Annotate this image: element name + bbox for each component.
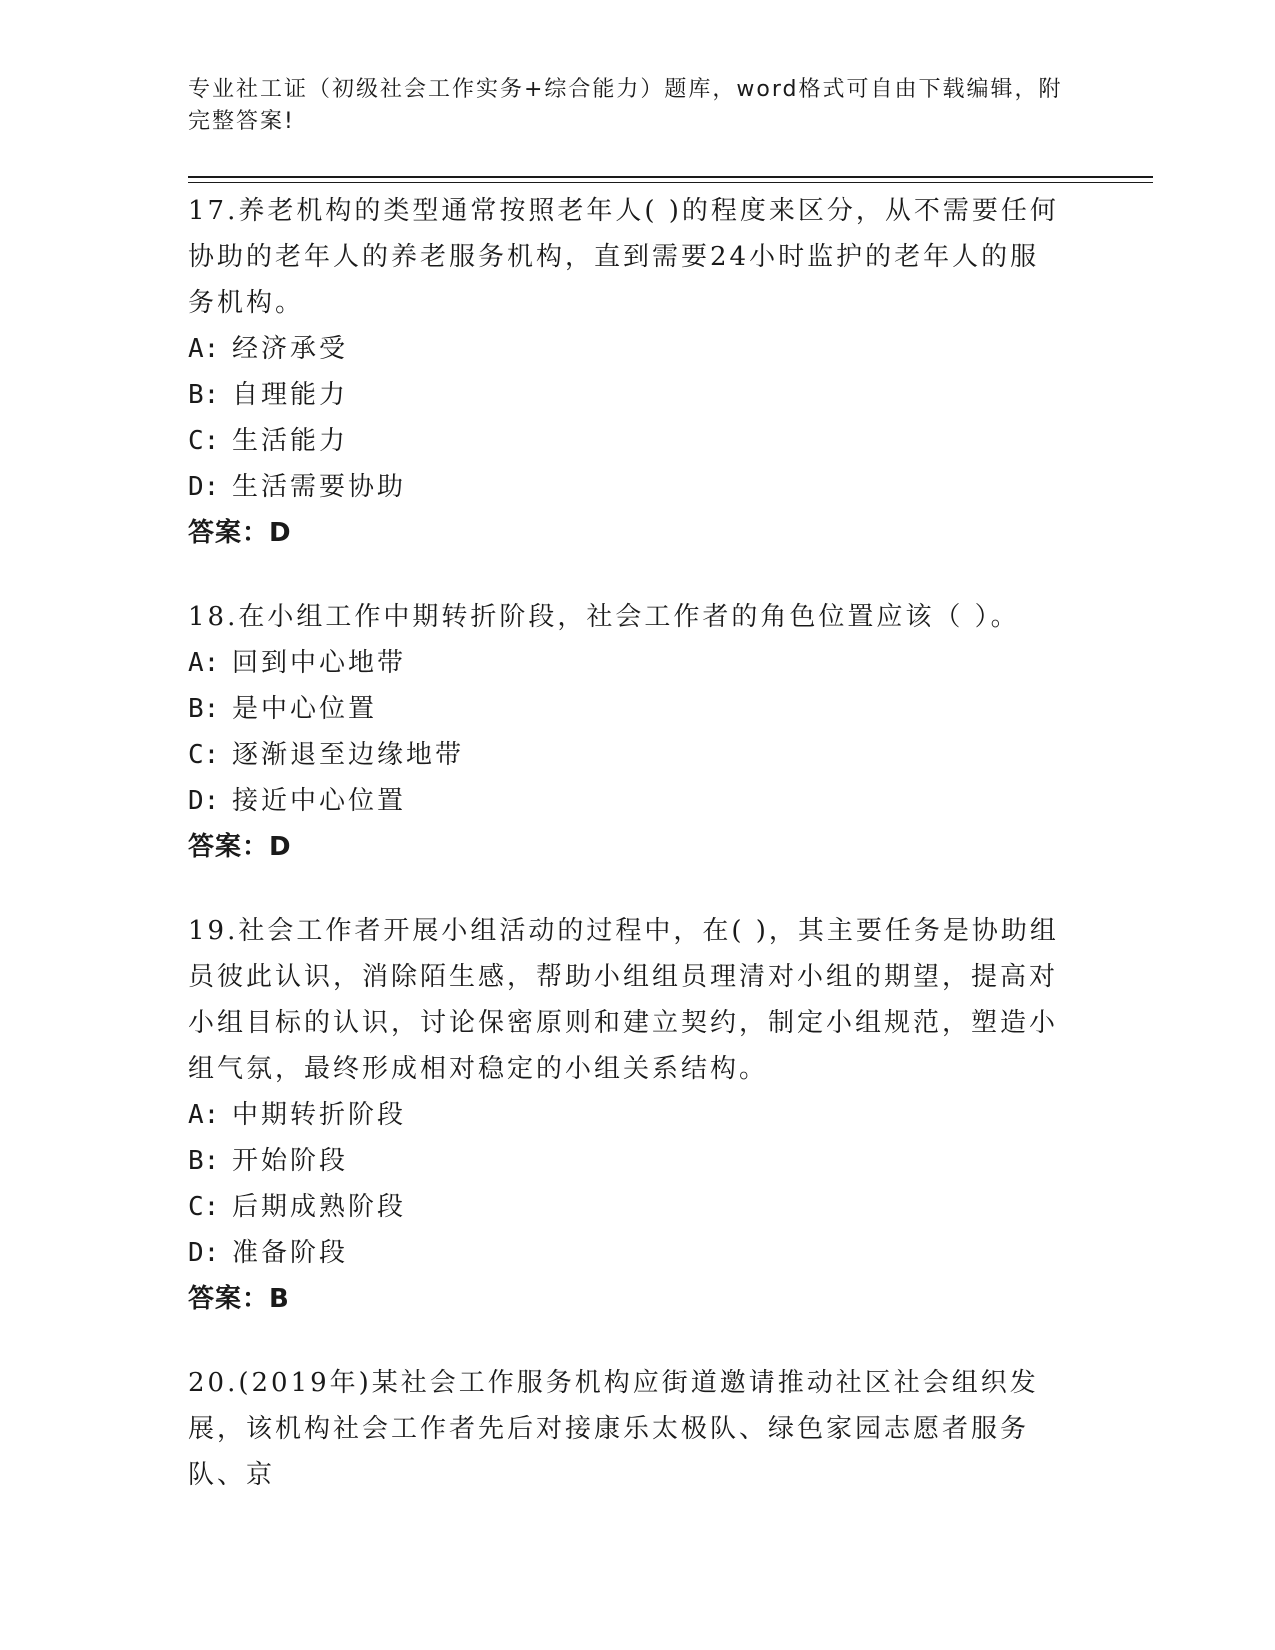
option-label: C: bbox=[188, 740, 220, 770]
option-d bbox=[188, 1230, 1068, 1276]
answer-line: 答案：D bbox=[188, 518, 292, 548]
option-label: A: bbox=[188, 1100, 220, 1130]
option-label: D: bbox=[188, 472, 220, 502]
header-line-1: 专业社工证（初级社会工作实务+综合能力）题库，word格式可自由下载编辑，附 bbox=[188, 77, 1063, 102]
option-c bbox=[188, 1184, 1068, 1230]
question-stem: 18.在小组工作中期转折阶段，社会工作者的角色位置应该（ ）。 bbox=[188, 602, 1020, 632]
option-text: 是中心位置 bbox=[232, 694, 378, 724]
option-label: D: bbox=[188, 786, 220, 816]
option-label: D: bbox=[188, 1238, 220, 1268]
option-c bbox=[188, 732, 1068, 778]
question-stem: 19.社会工作者开展小组活动的过程中，在( )，其主要任务是协助组员彼此认识，消除陌生感，帮助小组组员理清对小组的期望，提高对小组目标的认识，讨论保密原则和建立契约，制定小组规范，塑造小组气氛，最终形成相对稳定的小组关系结构。 bbox=[188, 916, 1059, 1084]
option-b bbox=[188, 686, 1068, 732]
option-b bbox=[188, 1138, 1068, 1184]
option-text: 准备阶段 bbox=[232, 1238, 349, 1268]
option-a bbox=[188, 640, 1068, 686]
question-list bbox=[188, 188, 1068, 1536]
option-a bbox=[188, 326, 1068, 372]
option-b bbox=[188, 372, 1068, 418]
option-text: 回到中心地带 bbox=[232, 648, 407, 678]
option-label: C: bbox=[188, 1192, 220, 1222]
option-text: 生活需要协助 bbox=[232, 472, 407, 502]
option-c bbox=[188, 418, 1068, 464]
option-d bbox=[188, 778, 1068, 824]
question-stem: 17.养老机构的类型通常按照老年人( )的程度来区分，从不需要任何协助的老年人的养老服务机构，直到需要24小时监护的老年人的服务机构。 bbox=[188, 196, 1059, 318]
option-d bbox=[188, 464, 1068, 510]
answer-line: 答案：D bbox=[188, 832, 292, 862]
option-label: A: bbox=[188, 334, 220, 364]
header-divider-thin bbox=[188, 182, 1153, 183]
option-text: 中期转折阶段 bbox=[232, 1100, 407, 1130]
option-text: 自理能力 bbox=[232, 380, 349, 410]
header-line-2: 完整答案! bbox=[188, 109, 295, 134]
header-divider-thick bbox=[188, 176, 1153, 178]
question-stem: 20.(2019年)某社会工作服务机构应街道邀请推动社区社会组织发展，该机构社会工作者先后对接康乐太极队、绿色家园志愿者服务队、京 bbox=[188, 1368, 1039, 1490]
question-18 bbox=[188, 594, 1068, 870]
page-header bbox=[188, 74, 1088, 138]
question-17 bbox=[188, 188, 1068, 556]
option-label: B: bbox=[188, 1146, 220, 1176]
option-label: B: bbox=[188, 694, 220, 724]
option-text: 经济承受 bbox=[232, 334, 349, 364]
question-19 bbox=[188, 908, 1068, 1322]
option-text: 开始阶段 bbox=[232, 1146, 349, 1176]
option-label: A: bbox=[188, 648, 220, 678]
option-label: B: bbox=[188, 380, 220, 410]
option-text: 生活能力 bbox=[232, 426, 349, 456]
answer-line: 答案：B bbox=[188, 1284, 290, 1314]
option-text: 接近中心位置 bbox=[232, 786, 407, 816]
option-a bbox=[188, 1092, 1068, 1138]
option-label: C: bbox=[188, 426, 220, 456]
option-text: 后期成熟阶段 bbox=[232, 1192, 407, 1222]
option-text: 逐渐退至边缘地带 bbox=[232, 740, 465, 770]
question-20 bbox=[188, 1360, 1068, 1498]
